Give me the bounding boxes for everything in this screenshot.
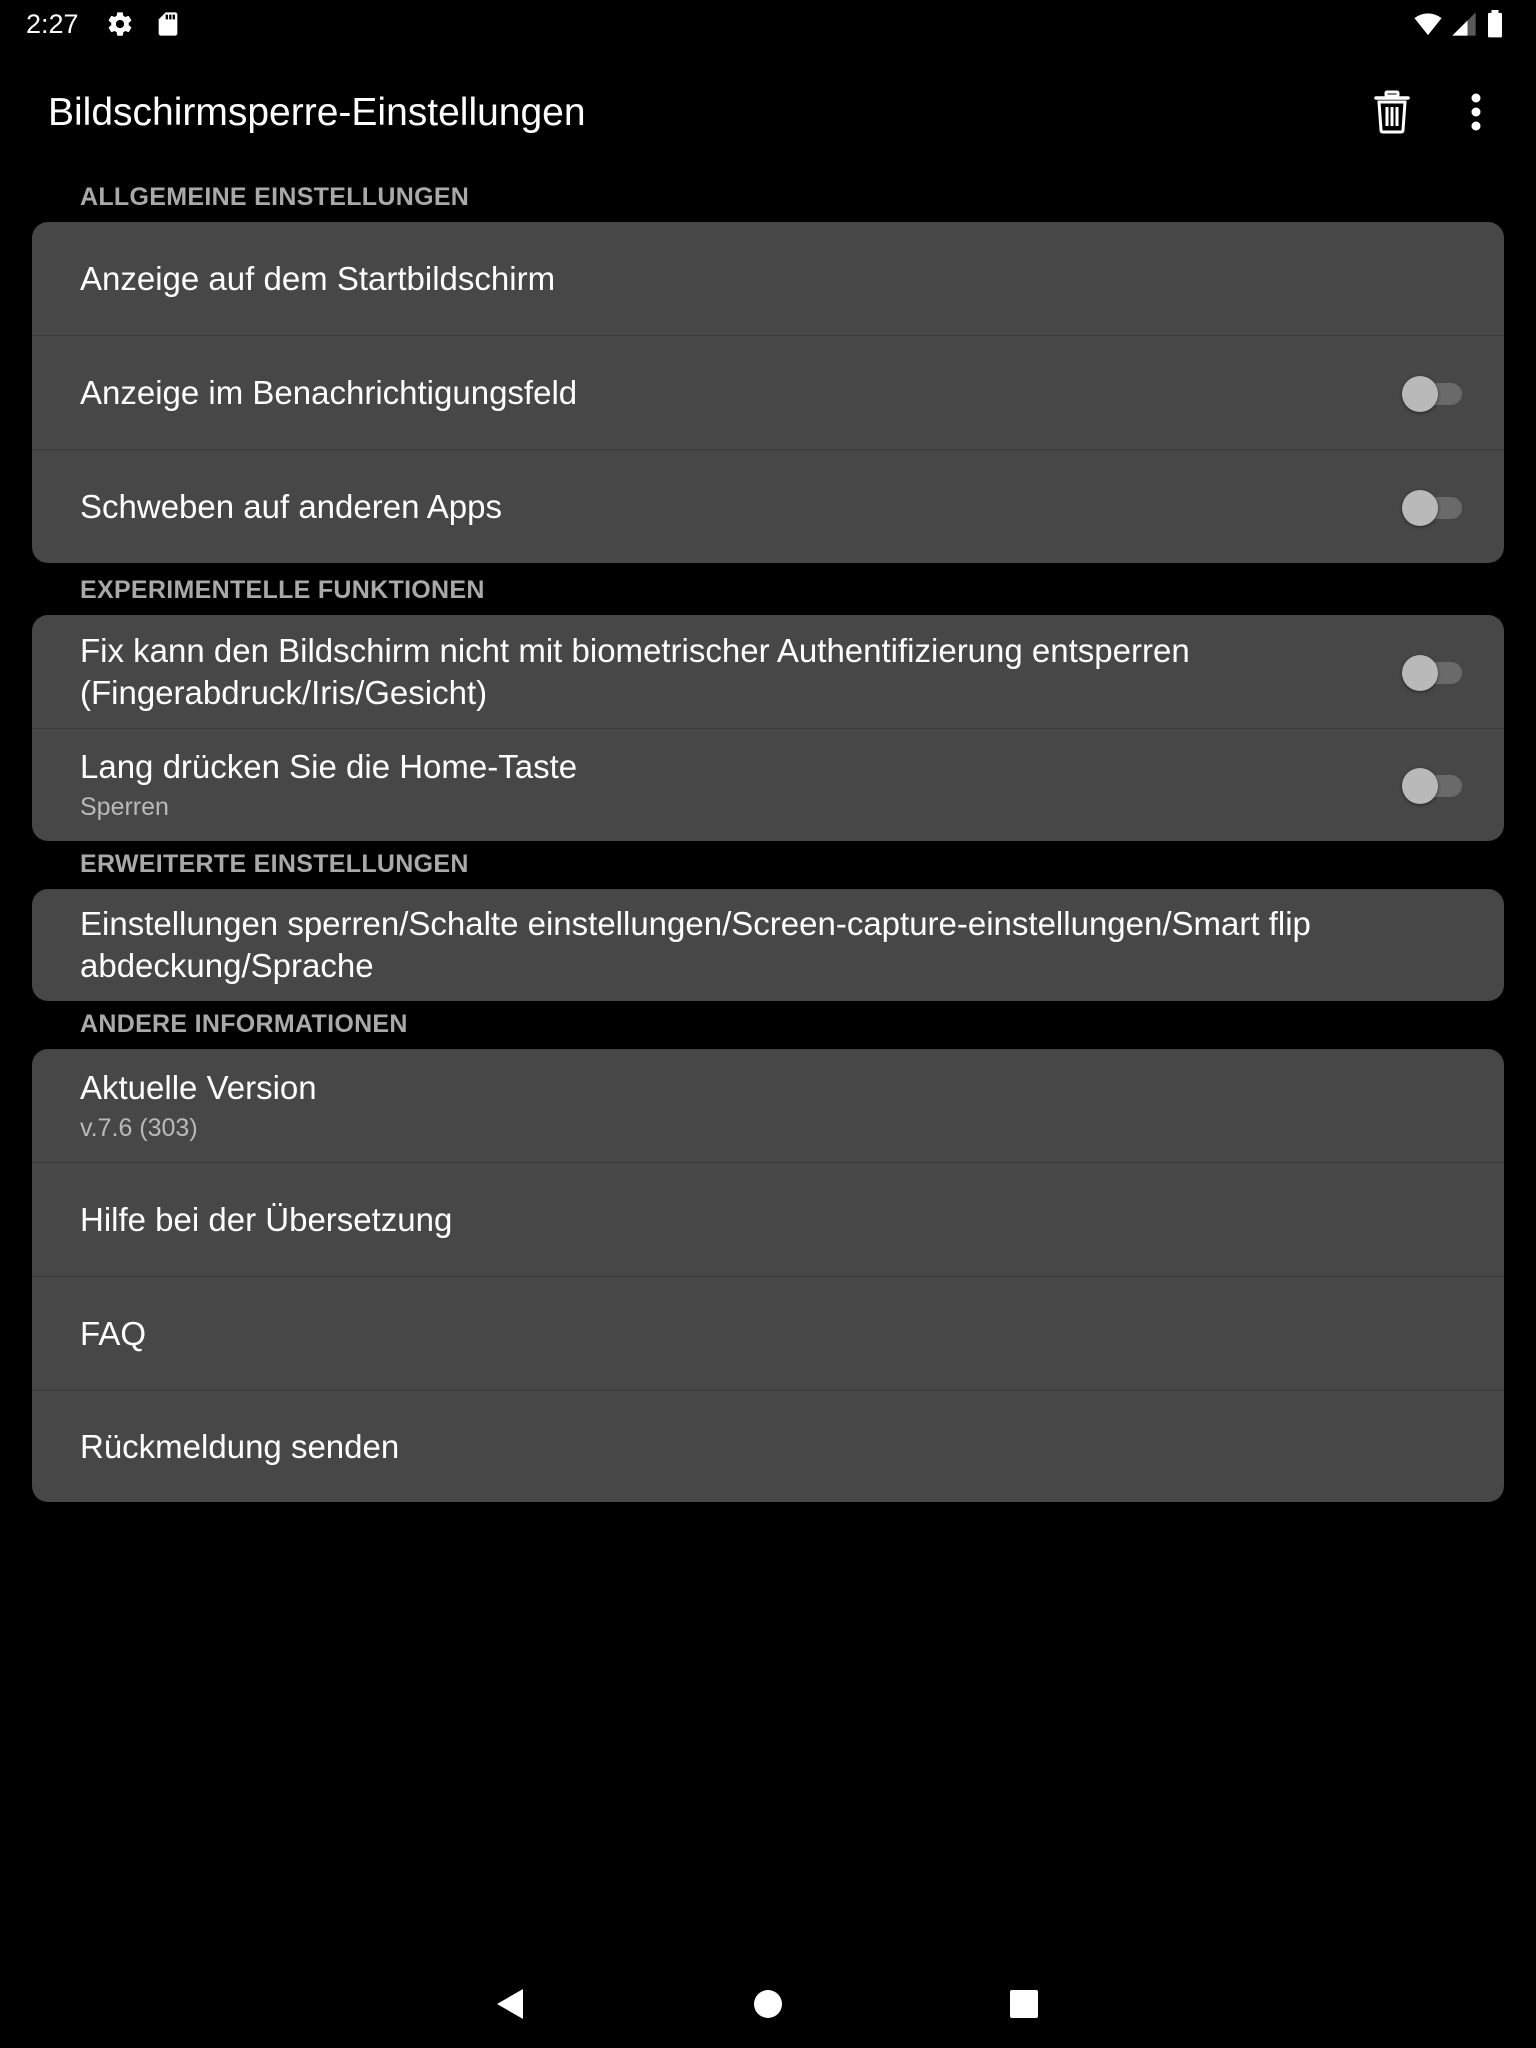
status-time: 2:27 [26, 9, 79, 39]
pref-notification-display[interactable] [32, 335, 1504, 449]
pref-title: Aktuelle Version [80, 1068, 317, 1106]
toggle-switch[interactable] [1402, 490, 1462, 524]
card-experimental [32, 615, 1504, 841]
pref-title: Fix kann den Bildschirm nicht mit biometrischer Authentifizierung entsperren (Fingerabdruck/Iris/Gesicht) [80, 631, 1190, 711]
navigation-bar [0, 1960, 1536, 2048]
more-vert-icon [1470, 93, 1482, 131]
signal-icon [1450, 10, 1478, 38]
wifi-icon [1412, 10, 1444, 38]
pref-translation-help[interactable] [32, 1162, 1504, 1276]
trash-icon [1372, 90, 1412, 134]
pref-long-press-home[interactable] [32, 728, 1504, 841]
section-header-other: ANDERE INFORMATIONEN [80, 1010, 408, 1038]
toggle-switch[interactable] [1402, 655, 1462, 689]
pref-summary: Sperren [80, 793, 169, 821]
pref-faq[interactable] [32, 1276, 1504, 1390]
card-advanced [32, 889, 1504, 1001]
pref-summary: v.7.6 (303) [80, 1113, 198, 1142]
pref-title: Anzeige auf dem Startbildschirm [80, 259, 556, 297]
card-other [32, 1049, 1504, 1502]
pref-title: FAQ [80, 1314, 147, 1352]
pref-float-over-apps[interactable] [32, 449, 1504, 563]
pref-title: Hilfe bei der Übersetzung [80, 1200, 453, 1238]
gear-icon [106, 10, 134, 38]
toggle-switch[interactable] [1402, 768, 1462, 802]
back-icon [495, 1987, 525, 2021]
pref-title: Rückmeldung senden [80, 1427, 400, 1465]
battery-icon [1484, 10, 1506, 38]
pref-biometric-fix[interactable] [32, 615, 1504, 728]
recents-button[interactable] [996, 1976, 1052, 2032]
toggle-switch[interactable] [1402, 376, 1462, 410]
back-button[interactable] [482, 1976, 538, 2032]
home-button[interactable] [740, 1976, 796, 2032]
pref-title: Lang drücken Sie die Home-Taste [80, 748, 578, 785]
pref-title: Schweben auf anderen Apps [80, 487, 502, 525]
section-header-advanced: ERWEITERTE EINSTELLUNGEN [80, 850, 469, 878]
pref-home-screen-display[interactable] [32, 222, 1504, 335]
pref-title: Einstellungen sperren/Schalte einstellungen/Screen-capture-einstellungen/Smart flip abdeckung/Sprache [80, 905, 1311, 984]
sd-card-icon [154, 10, 182, 38]
app-bar [0, 70, 1536, 160]
home-icon [753, 1989, 783, 2019]
pref-title: Anzeige im Benachrichtigungsfeld [80, 373, 578, 411]
status-bar [0, 0, 1536, 50]
page-title: Bildschirmsperre-Einstellungen [48, 91, 586, 134]
card-general [32, 222, 1504, 563]
more-options-button[interactable] [1444, 80, 1508, 144]
section-header-experimental: EXPERIMENTELLE FUNKTIONEN [80, 576, 485, 604]
pref-advanced-settings[interactable] [32, 889, 1504, 1001]
pref-send-feedback[interactable] [32, 1390, 1504, 1502]
section-header-general: ALLGEMEINE EINSTELLUNGEN [80, 183, 470, 211]
pref-current-version[interactable] [32, 1049, 1504, 1162]
delete-button[interactable] [1360, 80, 1424, 144]
recents-icon [1009, 1989, 1039, 2019]
